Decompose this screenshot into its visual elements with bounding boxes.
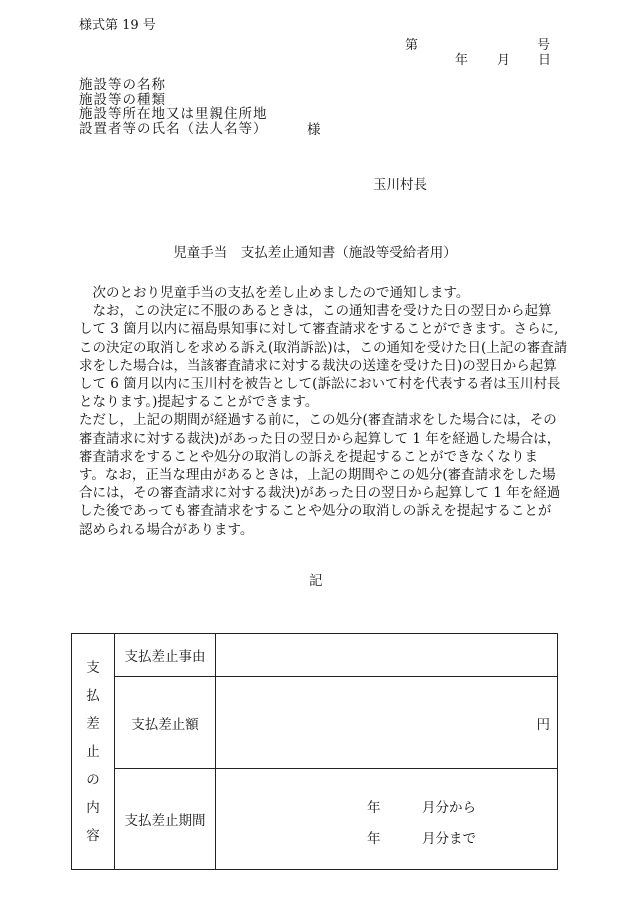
body-line: この決定の取消しを求める訴え(取消訴訟)は，この通知を受けた日(上記の審査請 — [79, 339, 568, 356]
body-line: して 3 箇月以内に福島県知事に対して審査請求をすることができます。さらに, — [79, 321, 559, 338]
period-field[interactable] — [216, 769, 558, 870]
number-prefix: 第 — [405, 38, 419, 53]
reason-label: 支払差止事由 — [115, 634, 216, 677]
facility-type-label: 施設等の種類 — [79, 91, 166, 108]
document-title: 児童手当 支払差止通知書（施設等受給者用） — [173, 245, 457, 261]
vertical-char: 差 — [86, 715, 100, 732]
body-line: した後であっても審査請求をすることや処分の取消しの訴えを提起することが — [79, 503, 552, 520]
vertical-header — [72, 634, 115, 870]
body-line: 次のとおり児童手当の支払を差し止めましたので通知します。 — [79, 285, 470, 301]
suspension-details-table — [71, 633, 558, 870]
date-month: 月 — [497, 53, 511, 68]
number-suffix: 号 — [536, 38, 550, 53]
document-number-line — [405, 34, 550, 53]
body-line: ただし，上記の期間が経過する前に，この処分(審査請求をした場合には，その — [79, 412, 557, 429]
vertical-char: 支 — [86, 659, 100, 676]
body-line: 求をした場合は，当該審査請求に対する裁決の送達を受けた日)の翌日から起算 — [79, 357, 557, 374]
amount-label: 支払差止額 — [115, 677, 216, 769]
period-from-month: 月分から — [422, 800, 476, 816]
amount-unit: 円 — [536, 716, 550, 733]
vertical-char: 払 — [86, 687, 100, 704]
founder-name-label: 設置者等の氏名（法人名等） — [79, 120, 268, 137]
date-year: 年 — [455, 53, 469, 68]
facility-address-label: 施設等所在地又は里親住所地 — [79, 106, 268, 122]
vertical-char: 容 — [86, 827, 100, 844]
body-line: す。なお，正当な理由があるときは，上記の期間やこの処分(審査請求をした場 — [79, 467, 556, 484]
reason-field[interactable] — [216, 634, 558, 677]
vertical-char: の — [86, 771, 100, 788]
period-to-month: 月分まで — [422, 831, 476, 847]
body-line: 審査請求に対する裁決)があった日の翌日から起算して 1 年を経過した場合は， — [79, 430, 561, 447]
period-label: 支払差止期間 — [115, 769, 216, 870]
body-line: となります。)提起することができます。 — [79, 394, 319, 411]
vertical-char: 内 — [86, 799, 100, 816]
vertical-char: 止 — [86, 743, 100, 760]
recipient-fields — [79, 78, 268, 136]
body-line: 審査請求をすることや処分の取消しの訴えを提起することができなくなりま — [79, 448, 538, 465]
form-number: 様式第 19 号 — [79, 18, 156, 33]
period-to-year: 年 — [367, 831, 381, 847]
body-line: 認められる場合があります。 — [79, 521, 254, 538]
date-day: 日 — [538, 53, 552, 68]
amount-field[interactable] — [216, 677, 558, 769]
issuer-name: 玉川村長 — [373, 177, 427, 193]
honorific: 様 — [307, 122, 321, 138]
body-text — [79, 284, 568, 539]
body-line: して 6 箇月以内に玉川村を被告として(訴訟において村を代表する者は玉川村長 — [79, 376, 561, 393]
period-from-year: 年 — [367, 800, 381, 816]
body-line: なお，この決定に不服のあるときは，この通知書を受けた日の翌日から起算 — [79, 303, 552, 320]
body-line: 合には，その審査請求に対する裁決)があった日の翌日から起算して 1 年を経過 — [79, 485, 561, 502]
facility-name-label: 施設等の名称 — [79, 77, 166, 93]
ki-heading: 記 — [309, 573, 323, 589]
